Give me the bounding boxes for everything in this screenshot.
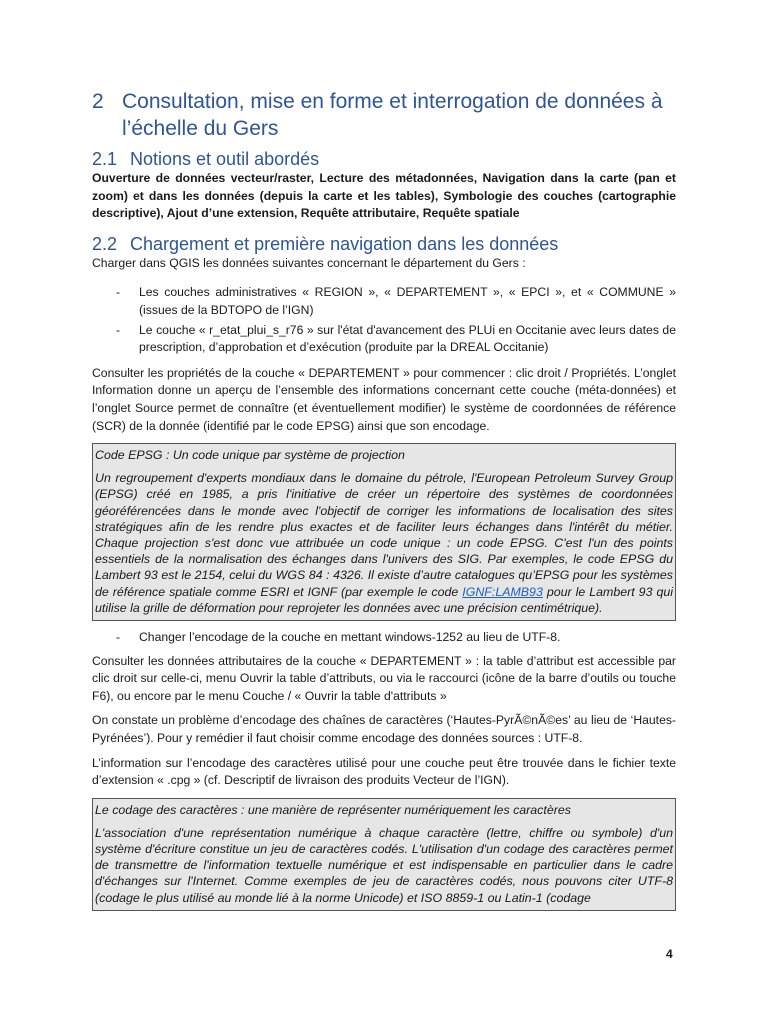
section-heading <box>92 88 676 142</box>
section-title: Consultation, mise en forme et interrogation de données à l’échelle du Gers <box>122 90 663 140</box>
section-number: 2 <box>92 90 104 113</box>
epsg-info-box <box>92 443 676 621</box>
info-box-body <box>95 470 673 616</box>
ignf-lamb93-link[interactable]: IGNF:LAMB93 <box>462 584 543 599</box>
info-box-text: Un regroupement d'experts mondiaux dans le domaine du pétrole, l'European Petroleum Survey Group (EPSG) créé en 1985, a pris l'initiative de créer un répertoire des systèmes de coordonnées géoréférencées dans le monde avec l'objectif de corriger les informations de localisation des sites stratégiques afin de les rendre plus exactes et de faciliter leurs échanges dans l'intérêt du métier. Chaque projection s'est donc vue attribuée un code unique : un code EPSG. C'est l'un des points essentiels de la normalisation des échanges dans l'univers des SIG. Par exemples, le code EPSG du Lambert 93 est le 2154, celui du WGS 84 : 4326. Il existe d’autre catalogues qu’EPSG pour les systèmes de référence spatiale comme ESRI et IGNF (par exemple le code <box>95 471 673 599</box>
list-item-text: Le couche « r_etat_plui_s_r76 » sur l'état d'avancement des PLUi en Occitanie avec leurs dates de prescription, d’approbation et d’exécution (produite par la DREAL Occitanie) <box>139 322 676 355</box>
info-box-title: Le codage des caractères : une manière de représenter numériquement les caractères <box>95 802 571 817</box>
list-item <box>92 284 676 319</box>
charset-info-box <box>92 798 676 911</box>
document-page <box>92 88 676 919</box>
dash-bullet: - <box>116 629 121 644</box>
subsection-number: 2.2 <box>92 233 118 254</box>
load-intro-paragraph: Charger dans QGIS les données suivantes concernant le département du Gers : <box>92 255 526 270</box>
subsection-heading-2-2 <box>92 233 676 255</box>
encoding-list <box>92 629 676 647</box>
dash-bullet: - <box>116 285 121 300</box>
list-item <box>92 322 676 357</box>
properties-paragraph: Consulter les propriétés de la couche « DEPARTEMENT » pour commencer : clic droit / Propriétés. L’onglet Information donne un aperçu de l’ensemble des informations concernant cette couche (méta-données) et l’onglet Source permet de connaître (et éventuellement modifier) le système de coordonnées de référence (SCR) de la donnée (identifié par le code EPSG) ainsi que son encodage. <box>92 365 676 433</box>
info-box-text: pour le Lambert 93 qui utilise la grille de déformation pour reprojeter les données avec une précision centimétrique). <box>95 584 673 615</box>
subsection-title: Chargement et première navigation dans les données <box>130 233 559 254</box>
list-item-text: Changer l’encodage de la couche en mettant windows-1252 au lieu de UTF-8. <box>139 629 561 644</box>
load-list <box>92 284 676 356</box>
page-number: 4 <box>666 947 673 961</box>
attributes-paragraph: Consulter les données attributaires de la couche « DEPARTEMENT » : la table d’attribut est accessible par clic droit sur celle-ci, menu Ouvrir la table d’attributs, ou via le raccourci (icône de la barre d’outils ou touche F6), ou encore par le menu Couche / « Ouvrir la table d'attributs » <box>92 653 676 703</box>
subsection-heading-2-1 <box>92 148 676 170</box>
info-box-body: L'association d'une représentation numérique à chaque caractère (lettre, chiffre ou symbole) d'un système d'écriture constitue un jeu de caractères codés. L'utilisation d'un codage des caractères permet de transmettre de l'information textuelle numérique et est indispensable en particulier dans le cadre d'échanges sur l'Internet. Comme exemples de jeu de caractères codés, nous pouvons citer UTF-8 (codage le plus utilisé au monde lié à la norme Unicode) et ISO 8859-1 ou Latin-1 (codage <box>95 825 673 905</box>
info-box-title: Code EPSG : Un code unique par système de projection <box>95 448 405 463</box>
encoding-problem-paragraph: On constate un problème d’encodage des chaînes de caractères (‘Hautes-PyrÃ©nÃ©es’ au lieu de ‘Hautes-Pyrénées’). Pour y remédier il faut choisir comme encodage des données sources : UTF-8. <box>92 713 676 745</box>
dash-bullet: - <box>116 322 121 337</box>
subsection-title: Notions et outil abordés <box>130 149 320 169</box>
subsection-number: 2.1 <box>92 149 118 169</box>
list-item <box>92 629 676 647</box>
notions-paragraph: Ouverture de données vecteur/raster, Lecture des métadonnées, Navigation dans la carte (pan et zoom) et dans les données (depuis la carte et les tables), Symbologie des couches (cartographie descriptive), Ajout d’une extension, Requête attributaire, Requête spatiale <box>92 171 676 221</box>
list-item-text: Les couches administratives « REGION », « DEPARTEMENT », « EPCI », et « COMMUNE » (issues de la BDTOPO de l’IGN) <box>139 285 676 317</box>
cpg-paragraph: L’information sur l’encodage des caractères utilisé pour une couche peut être trouvée dans le fichier texte d’extension « .cpg » (cf. Descriptif de livraison des produits Vecteur de l’IGN). <box>92 755 676 788</box>
